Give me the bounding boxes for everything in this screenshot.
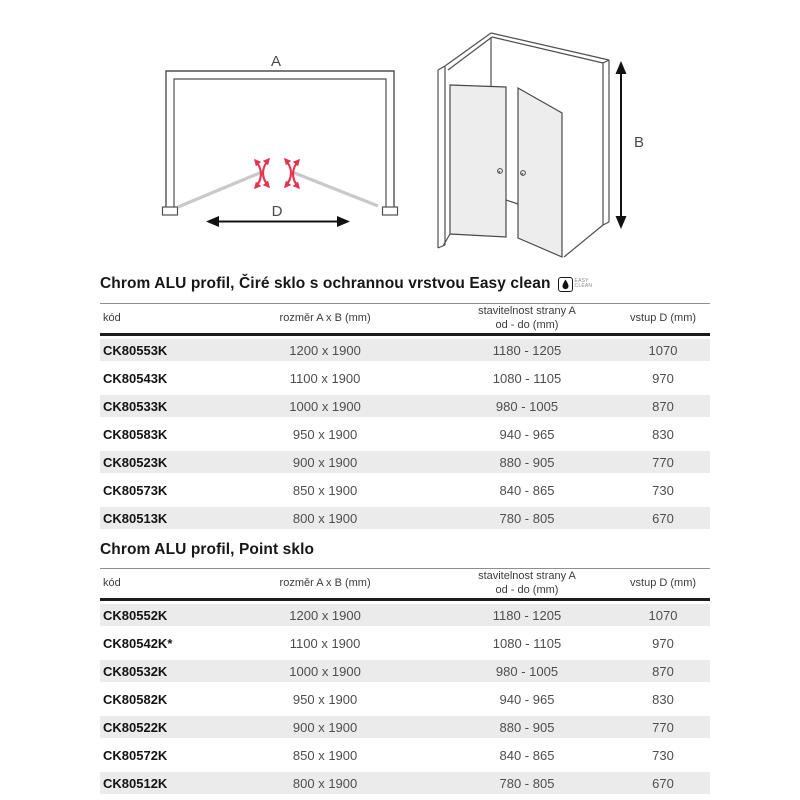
cell-entry: 770 (616, 713, 710, 741)
cell-code: CK80583K (103, 426, 168, 442)
cell-size: 800 x 1900 (212, 504, 438, 532)
cell-size: 1000 x 1900 (212, 657, 438, 685)
product-diagrams (0, 0, 800, 270)
header-adjust (438, 568, 616, 601)
cell-adjust: 840 - 865 (499, 482, 555, 498)
swing-arrow-icon (263, 159, 269, 187)
table-row (100, 364, 710, 392)
header-size: rozměr A x B (mm) (212, 303, 438, 336)
cell-entry: 830 (652, 691, 674, 707)
section-title-easy-clean (100, 275, 710, 293)
cell-entry: 730 (652, 747, 674, 763)
table-row (100, 601, 710, 629)
header-entry: vstup D (mm) (616, 568, 710, 601)
cell-code: CK80582K (103, 691, 168, 707)
table-row (100, 504, 710, 532)
frame-inner-line (174, 79, 386, 209)
cell-size: 950 x 1900 (292, 691, 358, 707)
table-row (100, 448, 710, 476)
section-title-point-sklo (100, 541, 710, 559)
cell-entry: 970 (652, 635, 674, 651)
cell-entry: 670 (616, 769, 710, 797)
cell-code: CK80533K (100, 392, 212, 420)
cell-adjust: 1180 - 1205 (438, 601, 616, 629)
frame-foot-left (163, 207, 178, 215)
cell-entry: 970 (652, 370, 674, 386)
cell-size: 900 x 1900 (212, 448, 438, 476)
frame-foot-right (383, 207, 398, 215)
cell-code: CK80553K (100, 336, 212, 364)
dimension-label-d: D (271, 203, 283, 220)
easy-clean-label-bottom: CLEAN (574, 283, 593, 289)
table-row (100, 685, 710, 713)
cell-adjust: 780 - 805 (438, 769, 616, 797)
cell-size: 1100 x 1900 (289, 635, 361, 651)
section-title-text: Chrom ALU profil, Čiré sklo s ochrannou vrstvou Easy clean (100, 275, 551, 292)
cell-code: CK80552K (100, 601, 212, 629)
cell-code: CK80512K (100, 769, 212, 797)
top-view-diagram (163, 53, 398, 227)
cell-entry: 730 (652, 482, 674, 498)
cell-code: CK80523K (100, 448, 212, 476)
door-knob-icon (521, 171, 526, 176)
header-entry: vstup D (mm) (616, 303, 710, 336)
cell-entry: 1070 (616, 601, 710, 629)
header-code: kód (100, 303, 212, 336)
door-panel-left-line (178, 172, 262, 207)
header-adjust (438, 303, 616, 336)
cell-size: 900 x 1900 (212, 713, 438, 741)
easy-clean-droplet-icon (558, 277, 573, 292)
cell-adjust: 940 - 965 (499, 426, 555, 442)
dimension-label-b: B (634, 134, 645, 151)
table-row (100, 629, 710, 657)
cell-size: 1200 x 1900 (212, 601, 438, 629)
cell-adjust: 940 - 965 (499, 691, 555, 707)
table-row (100, 336, 710, 364)
cell-size: 850 x 1900 (292, 482, 358, 498)
header-adjust-line1: stavitelnost strany A (478, 304, 576, 317)
cell-adjust: 1080 - 1105 (492, 635, 562, 651)
table-row (100, 713, 710, 741)
cell-code: CK80532K (100, 657, 212, 685)
cell-adjust: 780 - 805 (438, 504, 616, 532)
cell-code: CK80522K (100, 713, 212, 741)
spec-table-point-sklo (100, 568, 710, 797)
easy-clean-badge (558, 277, 593, 292)
cell-code: CK80572K (103, 747, 168, 763)
cell-entry: 670 (616, 504, 710, 532)
table-row (100, 741, 710, 769)
cell-size: 800 x 1900 (212, 769, 438, 797)
cell-entry: 830 (652, 426, 674, 442)
cell-adjust: 880 - 905 (438, 448, 616, 476)
swing-arrows (255, 159, 299, 188)
header-adjust-line2: od - do (mm) (495, 583, 559, 596)
cell-adjust: 980 - 1005 (438, 657, 616, 685)
spec-content (100, 275, 710, 797)
table-header-row (100, 303, 710, 336)
table-header-row (100, 568, 710, 601)
spec-table-easy-clean (100, 303, 710, 532)
easy-clean-label-top: EASY (574, 278, 589, 284)
table-row (100, 657, 710, 685)
cell-entry: 870 (616, 657, 710, 685)
table-row (100, 769, 710, 797)
table-row (100, 420, 710, 448)
cell-size: 1200 x 1900 (212, 336, 438, 364)
door-knob-icon (498, 169, 503, 174)
swing-arrow-icon (285, 159, 291, 187)
cell-size: 1100 x 1900 (289, 370, 361, 386)
door-panel-right-line (292, 172, 378, 206)
cell-code: CK80573K (103, 482, 168, 498)
cell-adjust: 980 - 1005 (438, 392, 616, 420)
dimension-arrow-b (616, 61, 627, 229)
header-code: kód (100, 568, 212, 601)
cell-adjust: 1180 - 1205 (438, 336, 616, 364)
cell-code: CK80542K* (103, 635, 173, 651)
table-row (100, 392, 710, 420)
cell-entry: 770 (616, 448, 710, 476)
iso-view-diagram (438, 33, 644, 257)
frame-outer-line (166, 71, 394, 209)
cell-code: CK80513K (100, 504, 212, 532)
section-title-text: Chrom ALU profil, Point sklo (100, 541, 315, 558)
cell-adjust: 840 - 865 (499, 747, 555, 763)
header-size: rozměr A x B (mm) (212, 568, 438, 601)
cell-entry: 870 (616, 392, 710, 420)
header-adjust-line1: stavitelnost strany A (478, 569, 576, 582)
cell-size: 1000 x 1900 (212, 392, 438, 420)
cell-size: 950 x 1900 (292, 426, 358, 442)
cell-size: 850 x 1900 (292, 747, 358, 763)
iso-door-left (450, 85, 506, 237)
dimension-label-a: A (270, 53, 282, 70)
cell-adjust: 880 - 905 (438, 713, 616, 741)
cell-entry: 1070 (616, 336, 710, 364)
table-row (100, 476, 710, 504)
cell-adjust: 1080 - 1105 (492, 370, 562, 386)
cell-code: CK80543K (103, 370, 168, 386)
header-adjust-line2: od - do (mm) (495, 318, 559, 331)
